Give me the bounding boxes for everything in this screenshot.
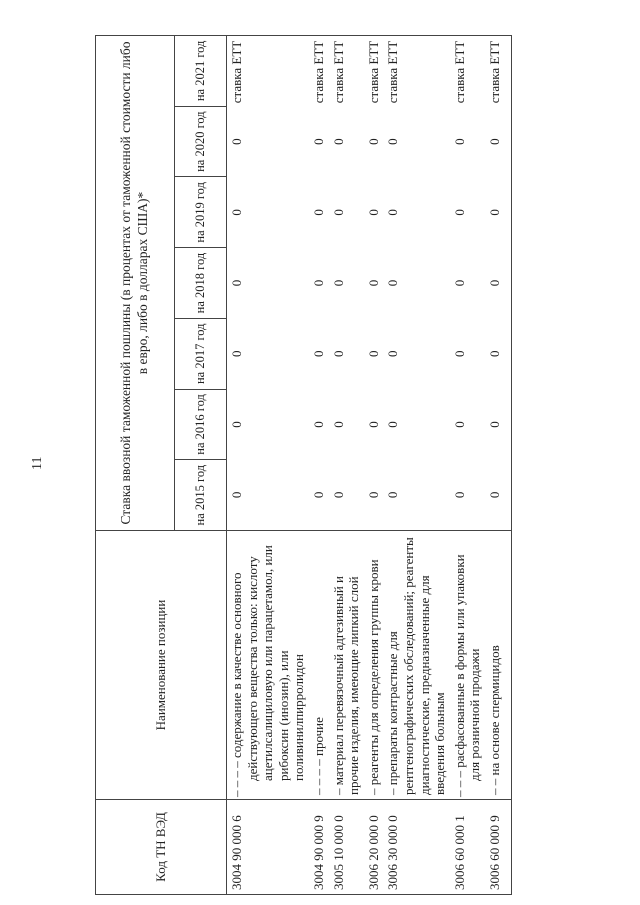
row-name: – – – – содержание в качестве основного действующего вещества только: кислоту ацетилсалициловую или парацетамол, или рибоксин (инозин), или поливинилпирролидон (227, 531, 309, 800)
rate-2018: 0 (385, 279, 401, 287)
table-row (329, 36, 364, 895)
header-rate-group: Ставка ввозной таможенной пошлины (в процентах от таможенной стоимости либо в евро, либо в долларах США)* (96, 36, 175, 531)
rate-2021: ставка ЕТТ (485, 36, 511, 107)
table-row (364, 36, 384, 895)
row-name: – препараты контрастные для рентгенографических обследований; реагенты диагностические, предназначенные для введения больным (383, 531, 449, 800)
rate-2015: 0 (485, 460, 511, 531)
header-year-2019: на 2019 год (175, 177, 227, 248)
rate-2015: 0 (451, 491, 467, 499)
rate-2017: 0 (365, 350, 381, 357)
table-row (227, 36, 309, 895)
rate-2019: 0 (330, 209, 346, 216)
rate-2018: 0 (365, 279, 381, 287)
row-name: – – – расфасованные в формы или упаковки для розничной продажи (450, 531, 485, 800)
row-code: 3005 10 000 0 (329, 800, 364, 895)
rate-2015: 0 (365, 491, 381, 499)
rate-2017: 0 (229, 350, 244, 357)
rate-2019: 0 (451, 209, 467, 216)
rate-2015: 0 (385, 491, 401, 499)
header-year-2017: на 2017 год (175, 318, 227, 389)
rate-2020: 0 (229, 138, 244, 145)
row-name: – реагенты для определения группы крови (364, 531, 384, 800)
header-name: Наименование позиции (96, 531, 227, 800)
rate-2015: 0 (310, 491, 326, 499)
rate-2019: 0 (365, 209, 381, 216)
rate-2020: 0 (385, 138, 401, 145)
page-number: 11 (30, 456, 45, 470)
rate-2016: 0 (451, 421, 467, 428)
header-year-2021: на 2021 год (175, 36, 227, 107)
rate-2017: 0 (451, 350, 467, 357)
rate-2018: 0 (330, 279, 346, 287)
row-name: – материал перевязочный адгезивный и прочие изделия, имеющие липкий слой (329, 531, 364, 800)
rate-2015: 0 (330, 491, 346, 499)
rate-2018: 0 (451, 279, 467, 287)
rate-2016: 0 (330, 421, 346, 428)
rate-2020: 0 (365, 138, 381, 145)
rate-2018: 0 (310, 279, 326, 287)
row-name: – – на основе спермицидов (485, 531, 511, 800)
rate-2017: 0 (485, 318, 511, 389)
rate-2021: ставка ЕТТ (450, 36, 485, 107)
rate-2016: 0 (365, 421, 381, 428)
header-year-2015: на 2015 год (175, 460, 227, 531)
rate-2017: 0 (330, 350, 346, 357)
row-code: 3006 20 000 0 (364, 800, 384, 895)
table-row (309, 36, 329, 895)
header-year-2020: на 2020 год (175, 106, 227, 177)
table-row (450, 36, 485, 895)
row-code: 3006 30 000 0 (383, 800, 449, 895)
header-year-2016: на 2016 год (175, 389, 227, 460)
header-code: Код ТН ВЭД (96, 800, 227, 895)
rate-2019: 0 (385, 209, 401, 216)
table-row (383, 36, 449, 895)
header-year-2018: на 2018 год (175, 248, 227, 319)
tariff-table (95, 35, 512, 895)
rate-2019: 0 (310, 209, 326, 216)
rate-2020: 0 (330, 138, 346, 145)
rate-2020: 0 (485, 106, 511, 177)
rate-2018: 0 (485, 248, 511, 319)
rate-2021: ставка ЕТТ (227, 36, 309, 107)
rate-2019: 0 (229, 209, 244, 216)
row-code: 3004 90 000 6 (227, 800, 309, 895)
rate-2020: 0 (310, 138, 326, 145)
rate-2020: 0 (451, 138, 467, 145)
rate-2017: 0 (385, 350, 401, 357)
rate-2019: 0 (485, 177, 511, 248)
rate-2018: 0 (229, 279, 244, 287)
rate-2016: 0 (385, 421, 401, 428)
rate-2021: ставка ЕТТ (309, 36, 329, 107)
row-name: – – – – прочие (309, 531, 329, 800)
rate-2021: ставка ЕТТ (383, 36, 449, 107)
row-code: 3004 90 000 9 (309, 800, 329, 895)
rate-2021: ставка ЕТТ (364, 36, 384, 107)
rate-2021: ставка ЕТТ (329, 36, 364, 107)
rate-2015: 0 (229, 491, 244, 499)
rate-2016: 0 (310, 421, 326, 428)
tariff-table-sheet (95, 35, 640, 895)
row-code: 3006 60 000 9 (485, 800, 511, 895)
rate-2017: 0 (310, 350, 326, 357)
rate-2016: 0 (229, 421, 244, 428)
rate-2016: 0 (485, 389, 511, 460)
table-row (485, 36, 511, 895)
row-code: 3006 60 000 1 (450, 800, 485, 895)
